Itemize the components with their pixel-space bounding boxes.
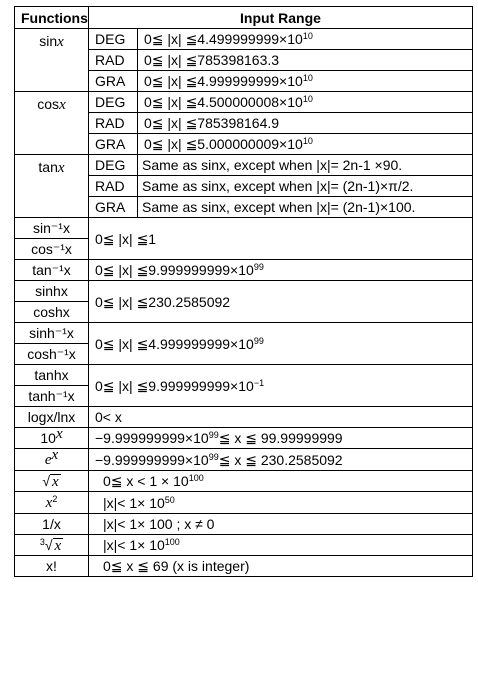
- cube-root-icon: √: [44, 537, 53, 553]
- range-sin-rad: 0≦ |x| ≦785398163.3: [138, 50, 473, 71]
- range-ten-power-x: $-9.999999999\times 10^{99}≦$ x ≦ 99.99999999: [89, 428, 473, 449]
- function-sin: sinx: [15, 29, 89, 92]
- function-tan: tanx: [15, 155, 89, 218]
- function-tanh: tanhx: [15, 365, 89, 386]
- range-asin-acos: 0≦ |x| ≦1: [89, 218, 473, 260]
- range-tan-deg: Same as sinx, except when |x|= 2n-1 ×90.: [138, 155, 473, 176]
- range-tan-rad: Same as sinx, except when |x|= (2n-1)×π/2.: [138, 176, 473, 197]
- range-cos-gra: 0≦ |x| $≦5.000000009\times 10^{10}$: [138, 134, 473, 155]
- range-log: 0< x: [89, 407, 473, 428]
- range-cube-root: $|x|< 1\times 10^{100}$: [89, 535, 473, 556]
- mode-rad: RAD: [89, 113, 138, 134]
- function-cube-root: $^3$√ x: [15, 535, 89, 556]
- mode-gra: GRA: [89, 134, 138, 155]
- function-square: $x^2$: [15, 492, 89, 514]
- mode-rad: RAD: [89, 176, 138, 197]
- range-atan: 0≦ |x| $≦9.999999999\times 10^{99}$: [89, 260, 473, 281]
- range-e-power-x: $-9.999999999\times 10^{99}≦$ x ≦ 230.2585092: [89, 449, 473, 471]
- function-sqrt: √ x: [15, 471, 89, 492]
- range-sinh-cosh: 0≦ |x| ≦230.2585092: [89, 281, 473, 323]
- function-ten-power-x: 10$^x$: [15, 428, 89, 449]
- function-e-power-x: $e^x$: [15, 449, 89, 471]
- range-factorial: 0≦ x ≦ 69 (x is integer): [89, 556, 473, 577]
- range-square: $|x|< 1\times 10^{50}$: [89, 492, 473, 514]
- function-atan: tan⁻¹x: [15, 260, 89, 281]
- mode-gra: GRA: [89, 197, 138, 218]
- function-log-ln: logx/lnx: [15, 407, 89, 428]
- range-sin-deg: 0≦ |x| $≦4.499999999\times 10^{10}$: [138, 29, 473, 50]
- mode-deg: DEG: [89, 155, 138, 176]
- function-sinh: sinhx: [15, 281, 89, 302]
- range-sqrt: 0≦ $x < 1 \times 10^{100}$: [89, 471, 473, 492]
- range-tanh-atanh: 0≦ |x| $≦9.999999999\times 10^{-1}$: [89, 365, 473, 407]
- input-range-table: [14, 6, 473, 577]
- sqrt-icon: √: [42, 473, 50, 489]
- function-factorial: x!: [15, 556, 89, 577]
- function-acos: cos⁻¹x: [15, 239, 89, 260]
- range-cos-rad: 0≦ |x| ≦785398164.9: [138, 113, 473, 134]
- function-atanh: tanh⁻¹x: [15, 386, 89, 407]
- col-header-input-range: Input Range: [89, 7, 473, 29]
- range-asinh-acosh: 0≦ |x| $≦4.999999999\times 10^{99}$: [89, 323, 473, 365]
- mode-deg: DEG: [89, 92, 138, 113]
- function-cos: cosx: [15, 92, 89, 155]
- range-sin-gra: 0≦ |x| $≦4.999999999\times 10^{10}$: [138, 71, 473, 92]
- mode-deg: DEG: [89, 29, 138, 50]
- function-asin: sin⁻¹x: [15, 218, 89, 239]
- range-tan-gra: Same as sinx, except when |x|= (2n-1)×100.: [138, 197, 473, 218]
- mode-rad: RAD: [89, 50, 138, 71]
- range-cos-deg: 0≦ |x| $≦4.500000008\times 10^{10}$: [138, 92, 473, 113]
- col-header-functions: Functions: [15, 7, 89, 29]
- function-asinh: sinh⁻¹x: [15, 323, 89, 344]
- function-acosh: cosh⁻¹x: [15, 344, 89, 365]
- function-reciprocal: 1/x: [15, 514, 89, 535]
- range-reciprocal: |x|< 1× 100 ; x ≠ 0: [89, 514, 473, 535]
- mode-gra: GRA: [89, 71, 138, 92]
- function-cosh: coshx: [15, 302, 89, 323]
